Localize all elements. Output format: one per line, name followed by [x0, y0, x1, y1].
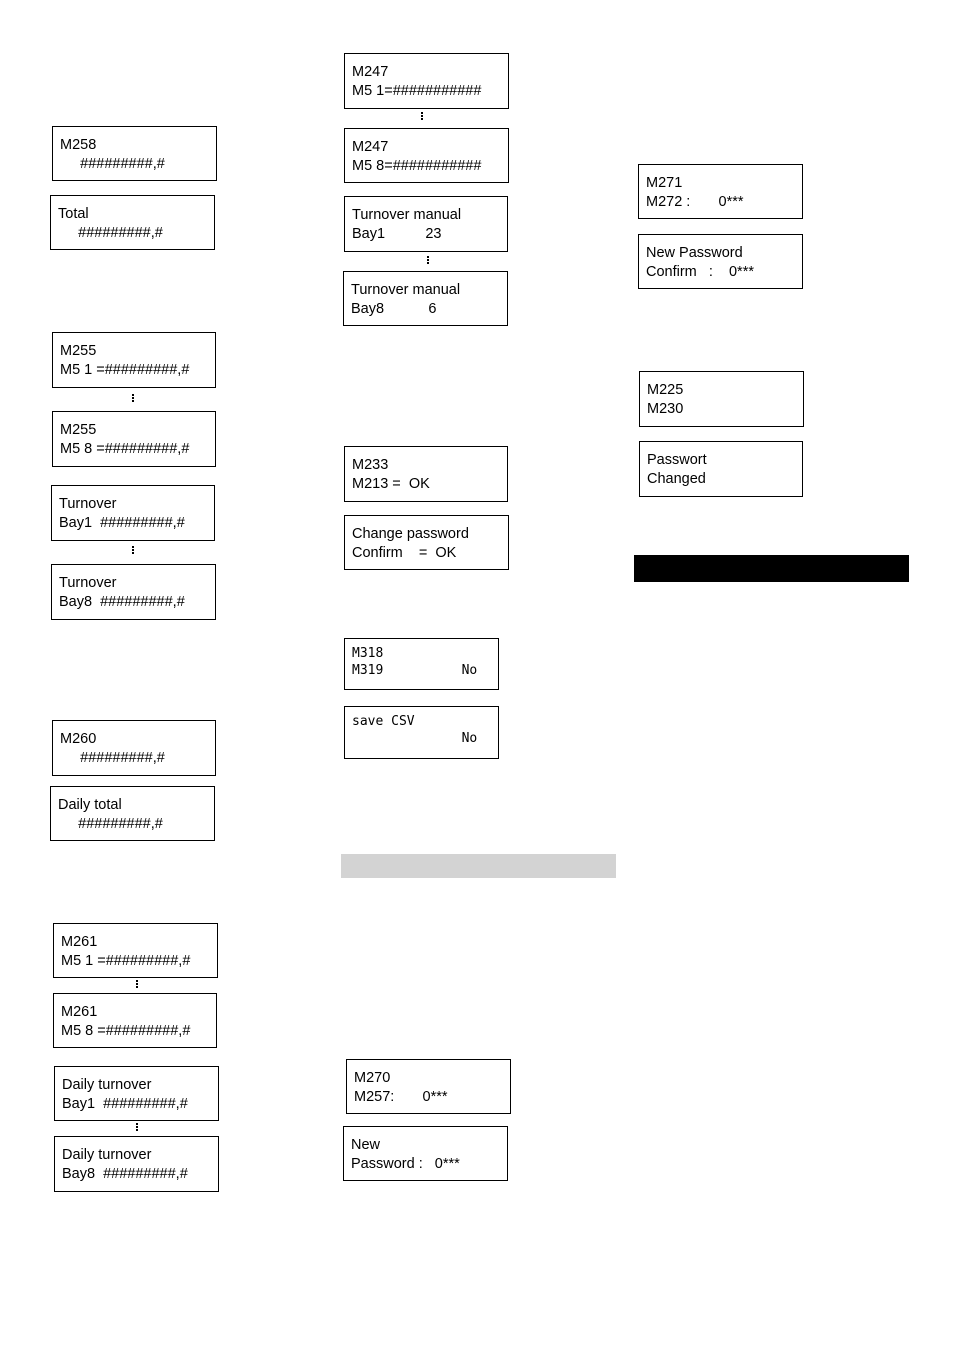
display-turnover-bay8 — [51, 564, 216, 620]
display-line-1: M270 — [354, 1070, 391, 1086]
display-m270 — [346, 1059, 511, 1114]
display-line-1: Change password — [352, 526, 469, 542]
display-line-2: M5 1=########### — [352, 82, 482, 99]
display-line-2: Bay1 23 — [352, 225, 442, 242]
display-line-1: Turnover manual — [351, 282, 461, 298]
display-turnover-manual-bay8 — [343, 271, 508, 326]
display-line-1: M233 — [352, 457, 389, 473]
display-line-1: M261 — [61, 934, 98, 950]
section-bar-black — [634, 555, 909, 582]
display-m261-8 — [53, 993, 217, 1048]
display-line-1: Passwort — [647, 452, 707, 468]
display-line-2: No — [352, 731, 478, 746]
display-m261-1 — [53, 923, 218, 978]
display-line-1: M255 — [60, 422, 97, 438]
display-new-password — [343, 1126, 508, 1181]
display-line-2: Bay8 #########,# — [62, 1165, 188, 1182]
ellipsis-icon — [132, 394, 136, 403]
display-line-2: M257: 0*** — [354, 1088, 448, 1105]
display-line-2: M5 8=########### — [352, 157, 482, 174]
ellipsis-icon — [136, 980, 140, 989]
display-line-2: #########,# — [58, 815, 163, 832]
display-daily-turnover-bay8 — [54, 1136, 219, 1192]
display-passwort-changed — [639, 441, 803, 497]
display-m271 — [638, 164, 803, 219]
display-line-1: M258 — [60, 137, 97, 153]
display-m233 — [344, 446, 508, 502]
display-m247-1 — [344, 53, 509, 109]
ellipsis-icon — [421, 112, 425, 121]
display-line-1: M260 — [60, 731, 97, 747]
display-m260 — [52, 720, 216, 776]
ellipsis-icon — [136, 1123, 140, 1132]
display-line-2: Confirm = OK — [352, 544, 457, 561]
display-line-2: Bay8 #########,# — [59, 593, 185, 610]
display-line-2: M230 — [647, 400, 684, 417]
display-line-2: Password : 0*** — [351, 1155, 460, 1172]
display-save-csv — [344, 706, 499, 759]
display-line-2: M5 8 =#########,# — [60, 440, 190, 457]
display-line-2: Bay1 #########,# — [59, 514, 185, 531]
display-m255-8 — [52, 411, 216, 467]
display-turnover-manual-bay1 — [344, 196, 508, 252]
display-line-2: Confirm : 0*** — [646, 263, 754, 280]
display-line-2: #########,# — [60, 155, 165, 172]
display-daily-total — [50, 786, 215, 841]
display-line-2: M5 8 =#########,# — [61, 1022, 191, 1039]
display-m247-8 — [344, 128, 509, 183]
ellipsis-icon — [427, 256, 431, 265]
display-line-2: M5 1 =#########,# — [61, 952, 191, 969]
display-line-2: M319 No — [352, 663, 478, 678]
display-line-1: M318 — [352, 646, 384, 661]
display-new-password-confirm — [638, 234, 803, 289]
display-line-2: M213 = OK — [352, 475, 430, 492]
display-line-1: save CSV — [352, 714, 415, 729]
display-line-1: Total — [58, 206, 89, 222]
display-line-2: M5 1 =#########,# — [60, 361, 190, 378]
display-m258 — [52, 126, 217, 181]
display-line-1: M255 — [60, 343, 97, 359]
display-turnover-bay1 — [51, 485, 215, 541]
display-line-1: Daily turnover — [62, 1147, 152, 1163]
display-line-1: M271 — [646, 175, 683, 191]
display-line-1: Turnover — [59, 575, 117, 591]
display-line-1: New Password — [646, 245, 743, 261]
display-line-1: Daily turnover — [62, 1077, 152, 1093]
section-bar-grey — [341, 854, 616, 878]
display-m255-1 — [52, 332, 216, 388]
display-line-1: Turnover manual — [352, 207, 462, 223]
display-line-1: M261 — [61, 1004, 98, 1020]
display-line-2: M272 : 0*** — [646, 193, 744, 210]
display-line-1: M247 — [352, 64, 389, 80]
display-line-1: Daily total — [58, 797, 122, 813]
display-line-1: New — [351, 1137, 381, 1153]
display-line-1: M247 — [352, 139, 389, 155]
display-m318 — [344, 638, 499, 690]
display-line-2: #########,# — [58, 224, 163, 241]
display-total — [50, 195, 215, 250]
display-change-password — [344, 515, 509, 570]
ellipsis-icon — [132, 546, 136, 555]
display-daily-turnover-bay1 — [54, 1066, 219, 1121]
display-line-2: Changed — [647, 470, 706, 487]
display-line-2: #########,# — [60, 749, 165, 766]
display-line-1: Turnover — [59, 496, 117, 512]
display-line-2: Bay8 6 — [351, 300, 437, 317]
display-line-2: Bay1 #########,# — [62, 1095, 188, 1112]
display-line-1: M225 — [647, 382, 684, 398]
display-m225 — [639, 371, 804, 427]
